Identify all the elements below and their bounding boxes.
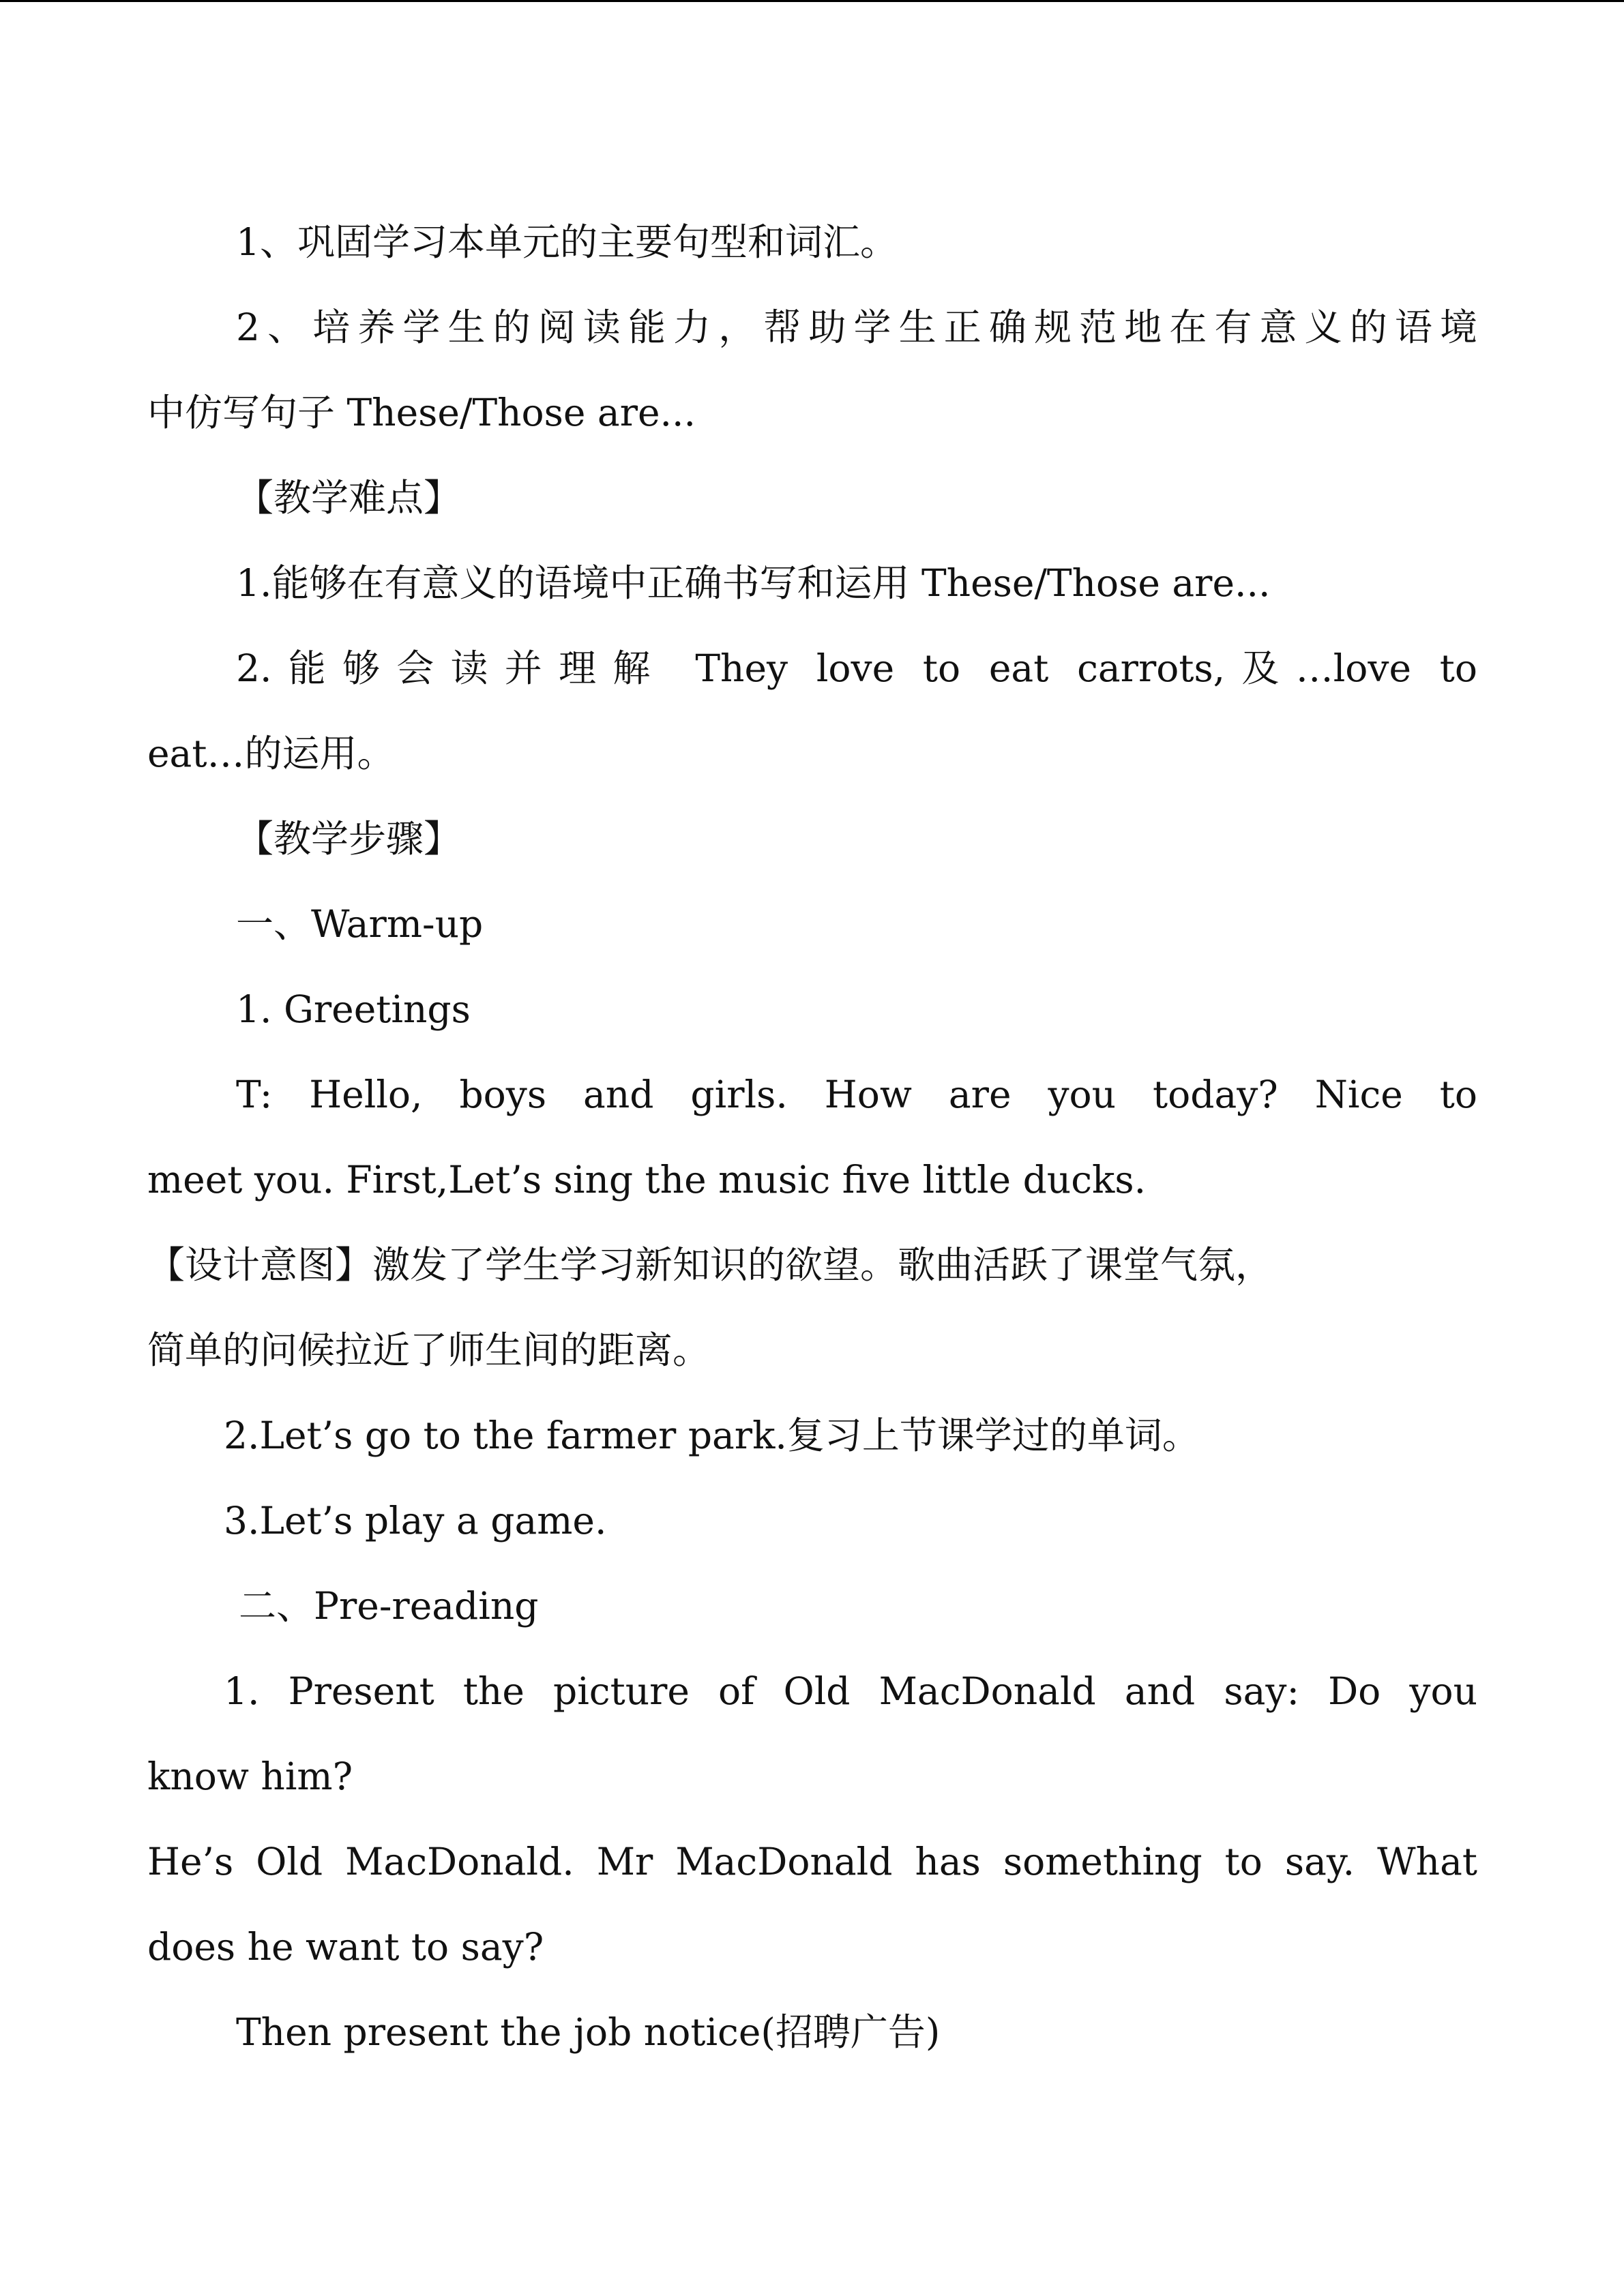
heading-teaching-steps: 【教学步骤】 xyxy=(236,817,462,861)
job-notice-line: Then present the job notice(招聘广告) xyxy=(236,2010,941,2054)
step-present-picture-continued: know him? xyxy=(147,1755,353,1798)
design-intent: 【设计意图】激发了学生学习新知识的欲望。歌曲活跃了课堂气氛， xyxy=(147,1243,1273,1287)
objective-1: 1、巩固学习本单元的主要句型和词汇。 xyxy=(236,220,898,264)
heading-teaching-difficulties: 【教学难点】 xyxy=(236,476,462,520)
step-greetings: 1. Greetings xyxy=(236,987,471,1031)
macdonald-line: He’s Old MacDonald. Mr MacDonald has something to say. What xyxy=(147,1840,1477,1883)
macdonald-line-continued: does he want to say? xyxy=(147,1925,544,1969)
section-pre-reading: 二、Pre-reading xyxy=(239,1584,539,1628)
difficulty-1: 1.能够在有意义的语境中正确书写和运用 These/Those are... xyxy=(236,561,1271,605)
design-intent-continued: 简单的问候拉近了师生间的距离。 xyxy=(147,1328,711,1372)
teacher-dialogue-continued: meet you. First,Let’s sing the music five little ducks. xyxy=(147,1158,1147,1202)
difficulty-2: 2.能够会读并理解 They love to eat carrots,及…love to xyxy=(236,646,1477,690)
step-farmer-park: 2.Let’s go to the farmer park.复习上节课学过的单词。 xyxy=(224,1414,1200,1457)
step-present-picture: 1. Present the picture of Old MacDonald and say: Do you xyxy=(224,1669,1477,1713)
objective-2-continued: 中仿写句子 These/Those are... xyxy=(147,391,696,434)
teacher-dialogue: T: Hello, boys and girls. How are you today? Nice to xyxy=(236,1073,1477,1116)
difficulty-2-continued: eat…的运用。 xyxy=(147,732,395,775)
step-play-game: 3.Let’s play a game. xyxy=(224,1499,607,1542)
section-warm-up: 一、Warm-up xyxy=(236,902,484,946)
objective-2: 2、培养学生的阅读能力，帮助学生正确规范地在有意义的语境 xyxy=(236,305,1477,349)
